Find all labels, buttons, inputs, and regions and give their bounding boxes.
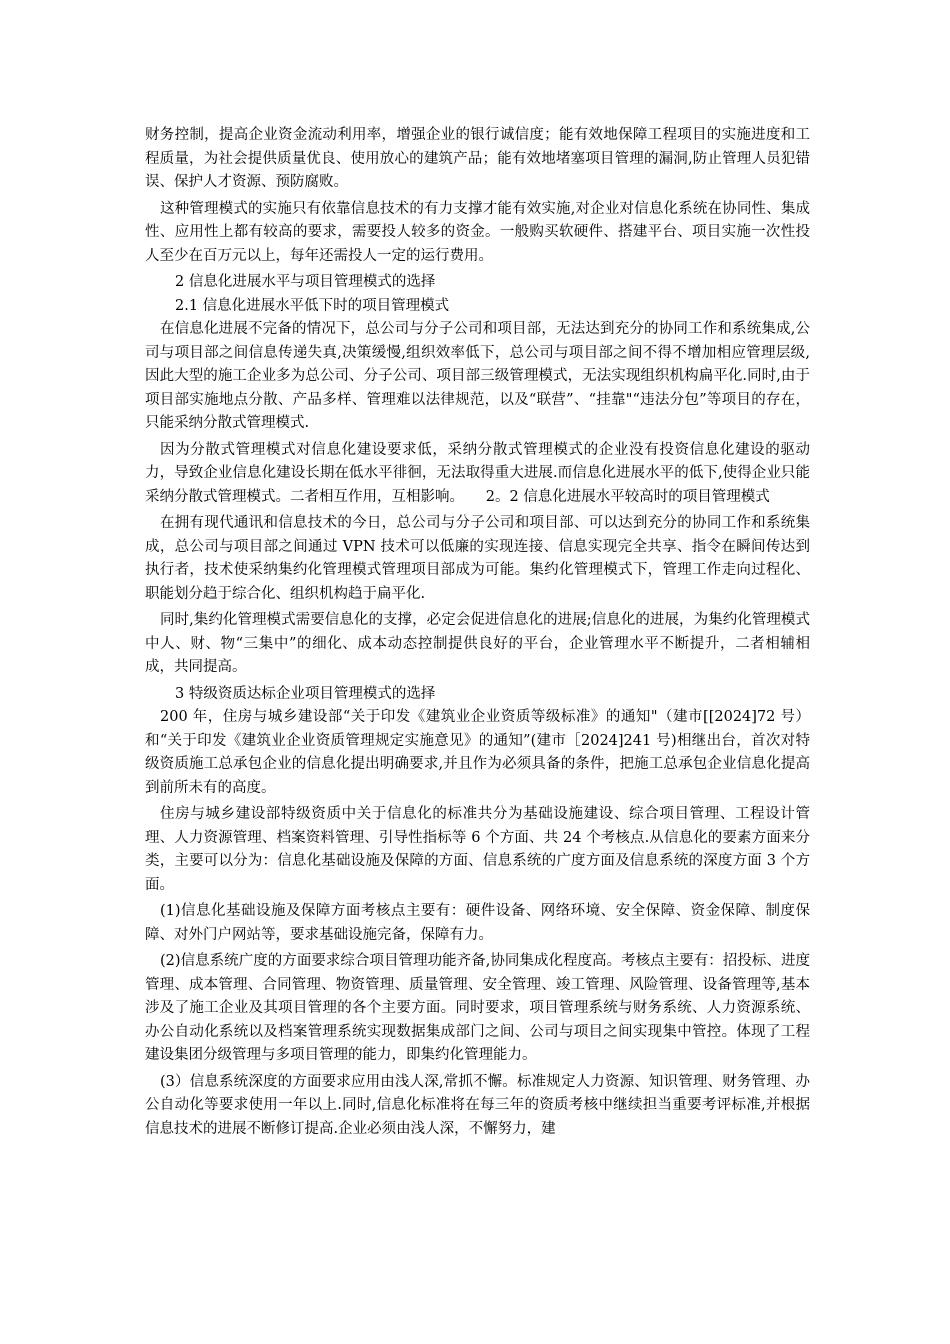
paragraph-modern-communication: 在拥有现代通讯和信息技术的今日，总公司与分子公司和项目部、可以达到充分的协同工作和系统集成，总公司与项目部之间通过 VPN 技术可以低廉的实现连接、信息实现完全共享、指令在瞬间传达到执行者，技术使采纳集约化管理模式管理项目部成为可能。集约化管理模式下，管理工作走向过程化、职能划分趋于综合化、组织机构趋于扁平化. xyxy=(145,515,810,602)
section-heading-2: 2 信息化进展水平与项目管理模式的选择 xyxy=(175,274,436,290)
paragraph-management-mode: 这种管理模式的实施只有依靠信息技术的有力支撑才能有效实施,对企业对信息化系统在协同性、集成性、应用性上都有较高的要求，需要投人较多的资金。一般购买软硬件、搭建平台、项目实施一次性投人至少在百万元以上，每年还需投人一定的运行费用。 xyxy=(145,200,810,264)
document-body xyxy=(145,124,810,1144)
paragraph-intensive-mode: 同时,集约化管理模式需要信息化的支撑，必定会促进信息化的进展;信息化的进展，为集约化管理模式中人、财、物“三集中”的细化、成本动态控制提供良好的平台，企业管理水平不断提升，二者相辅相成，共同提高。 xyxy=(145,612,810,675)
paragraph-notification: 200 年，住房与城乡建设部“关于印发《建筑业企业资质等级标准》的通知"（建市[[2024]72 号）和“关于印发《建筑业企业资质管理规定实施意见》的通知”(建市［2024]241 号)相继出台，首次对特级资质施工总承包企业的信息化提出明确要求,并且作为必须具备的条件，把施工总承包企业信息化提高到前所未有的高度。 xyxy=(145,709,810,796)
paragraph-standard-aspects: 住房与城乡建设部特级资质中关于信息化的标准共分为基础设施建设、综合项目管理、工程设计管理、人力资源管理、档案资料管理、引导性指标等 6 个方面、共 24 个考核点.从信息化的要素方面来分类，主要可以分为：信息化基础设施及保障的方面、信息系统的广度方面及信息系统的深度方面 3 个方面。 xyxy=(145,806,810,893)
paragraph-low-level-info: 在信息化进展不完备的情况下，总公司与分子公司和项目部，无法达到充分的协同工作和系统集成,公司与项目部之间信息传递失真,决策缓慢,组织效率低下，总公司与项目部之间不得不增加相应管理层级,因此大型的施工企业多为总公司、分子公司、项目部三级管理模式，无法实现组织机构扁平化.同时,由于项目部实施地点分散、产品多样、管理难以法律规范，以及“联营”、“挂靠"“违法分包”等项目的存在，只能采纳分散式管理模式. xyxy=(145,321,810,431)
paragraph-continuation: 财务控制，提高企业资金流动利用率，增强企业的银行诚信度；能有效地保障工程项目的实施进度和工程质量，为社会提供质量优良、使用放心的建筑产品；能有效地堵塞项目管理的漏洞,防止管理人员犯错误、保护人才资源、预防腐败。 xyxy=(145,127,810,190)
section-heading-3: 3 特级资质达标企业项目管理模式的选择 xyxy=(175,685,436,702)
section-heading-2-1: 2.1 信息化进展水平低下时的项目管理模式 xyxy=(175,297,450,314)
paragraph-item-3: (3）信息系统深度的方面要求应用由浅人深,常抓不懈。标准规定人力资源、知识管理、财务管理、办公自动化等要求使用一年以上.同时,信息化标准将在每三年的资质考核中继续担当重要考评标准,并根据信息技术的进展不断修订提高.企业必须由浅人深，不懈努力，建 xyxy=(145,1073,810,1137)
paragraph-decentralized-mode: 因为分散式管理模式对信息化建设要求低，采纳分散式管理模式的企业没有投资信息化建设的驱动力，导致企业信息化建设长期在低水平徘徊，无法取得重大进展.而信息化进展水平的低下,使得企业只能采纳分散式管理模式。二者相互作用，互相影响。 2。2 信息化进展水平较高时的项目管理模式 xyxy=(145,441,810,505)
paragraph-item-2: (2)信息系统广度的方面要求综合项目管理功能齐备,协同集成化程度高。考核点主要有：招投标、进度管理、成本管理、合同管理、物资管理、质量管理、安全管理、竣工管理、风险管理、设备管理等,基本涉及了施工企业及其项目管理的各个主要方面。同时要求，项目管理系统与财务系统、人力资源系统、办公自动化系统以及档案管理系统实现数据集成部门之间、公司与项目之间实现集中管控。体现了工程建设集团分级管理与多项目管理的能力，即集约化管理能力。 xyxy=(145,953,810,1063)
paragraph-item-1: (1)信息化基础设施及保障方面考核点主要有：硬件设备、网络环境、安全保障、资金保障、制度保障、对外门户网站等，要求基础设施完备，保障有力。 xyxy=(145,903,810,943)
